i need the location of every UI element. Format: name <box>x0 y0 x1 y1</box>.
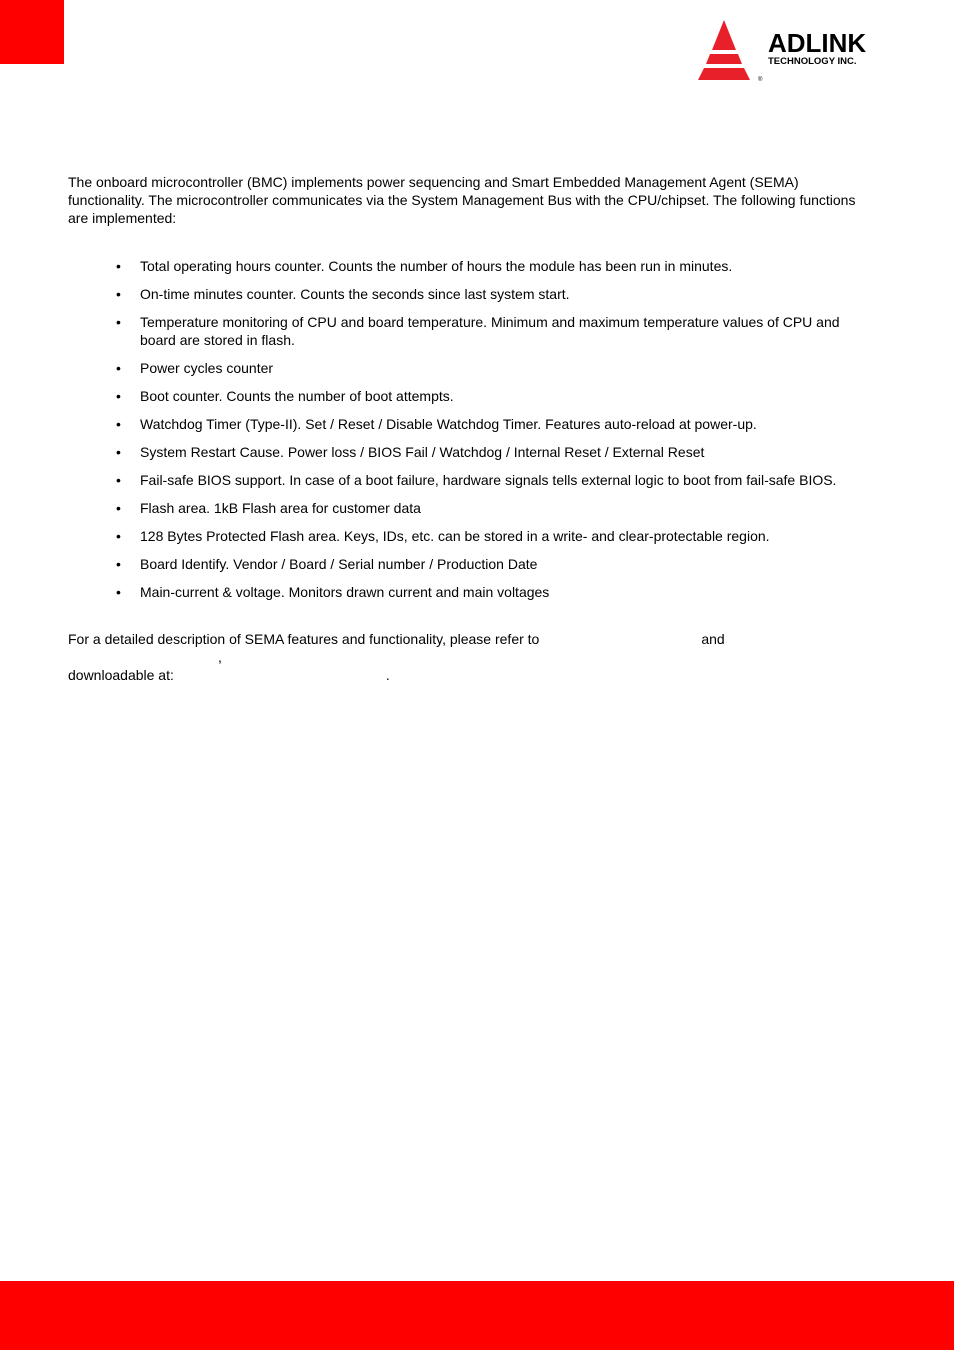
feature-text: Power cycles counter <box>140 360 274 376</box>
bullet-icon: • <box>116 444 121 460</box>
bullet-icon: • <box>116 286 121 302</box>
feature-list <box>68 257 868 601</box>
feature-text: Fail-safe BIOS support. In case of a boot failure, hardware signals tells external logic to boot from fail-safe BIOS. <box>140 472 837 488</box>
feature-list-item <box>68 527 868 545</box>
closing-text-1: For a detailed description of SEMA features and functionality, please refer to <box>68 631 540 647</box>
closing-text-and: and <box>701 631 725 647</box>
logo-tagline: TECHNOLOGY INC. <box>768 56 857 67</box>
bullet-icon: • <box>116 528 121 544</box>
closing-paragraph <box>68 630 868 684</box>
closing-text-comma: , <box>218 649 222 665</box>
feature-text: System Restart Cause. Power loss / BIOS Fail / Watchdog / Internal Reset / External Reset <box>140 444 705 460</box>
bullet-icon: • <box>116 584 121 600</box>
feature-list-item <box>68 257 868 275</box>
feature-list-item <box>68 471 868 489</box>
feature-text: Temperature monitoring of CPU and board temperature. Minimum and maximum temperature values of CPU and board are stored in flash. <box>140 314 840 348</box>
feature-text: Main-current & voltage. Monitors drawn current and main voltages <box>140 584 550 600</box>
feature-list-item <box>68 499 868 517</box>
intro-paragraph: The onboard microcontroller (BMC) implements power sequencing and Smart Embedded Management Agent (SEMA) functionality. The microcontroller communicates via the System Management Bus with the CPU/chipset. The following functions are implemented: <box>68 174 856 226</box>
registered-mark: ® <box>758 77 763 83</box>
feature-text: Watchdog Timer (Type-II). Set / Reset / Disable Watchdog Timer. Features auto-reload at power-up. <box>140 416 757 432</box>
feature-list-item <box>68 359 868 377</box>
bullet-icon: • <box>116 360 121 376</box>
feature-text: Board Identify. Vendor / Board / Serial number / Production Date <box>140 556 538 572</box>
bullet-icon: • <box>116 556 121 572</box>
bullet-icon: • <box>116 500 121 516</box>
adlink-logo-icon <box>696 18 912 84</box>
feature-list-item <box>68 583 868 601</box>
bullet-icon: • <box>116 258 121 274</box>
bullet-icon: • <box>116 388 121 404</box>
feature-list-item <box>68 387 868 405</box>
bullet-icon: • <box>116 314 121 330</box>
bullet-icon: • <box>116 472 121 488</box>
feature-list-item <box>68 415 868 433</box>
feature-text: 128 Bytes Protected Flash area. Keys, IDs, etc. can be stored in a write- and clear-protectable region. <box>140 528 770 544</box>
closing-text-downloadable: downloadable at: <box>68 667 174 683</box>
closing-text-period: . <box>385 667 390 683</box>
adlink-logo <box>696 18 912 84</box>
logo-wordmark: ADLINK <box>768 28 867 58</box>
feature-text: On-time minutes counter. Counts the seconds since last system start. <box>140 286 570 302</box>
document-body <box>68 173 868 684</box>
corner-accent-block <box>0 0 64 64</box>
feature-list-item <box>68 443 868 461</box>
bullet-icon: • <box>116 416 121 432</box>
feature-text: Flash area. 1kB Flash area for customer data <box>140 500 421 516</box>
feature-list-item <box>68 555 868 573</box>
feature-text: Total operating hours counter. Counts the number of hours the module has been run in minutes. <box>140 258 733 274</box>
feature-text: Boot counter. Counts the number of boot attempts. <box>140 388 454 404</box>
feature-list-item <box>68 313 868 349</box>
footer-bar <box>0 1281 954 1350</box>
feature-list-item <box>68 285 868 303</box>
